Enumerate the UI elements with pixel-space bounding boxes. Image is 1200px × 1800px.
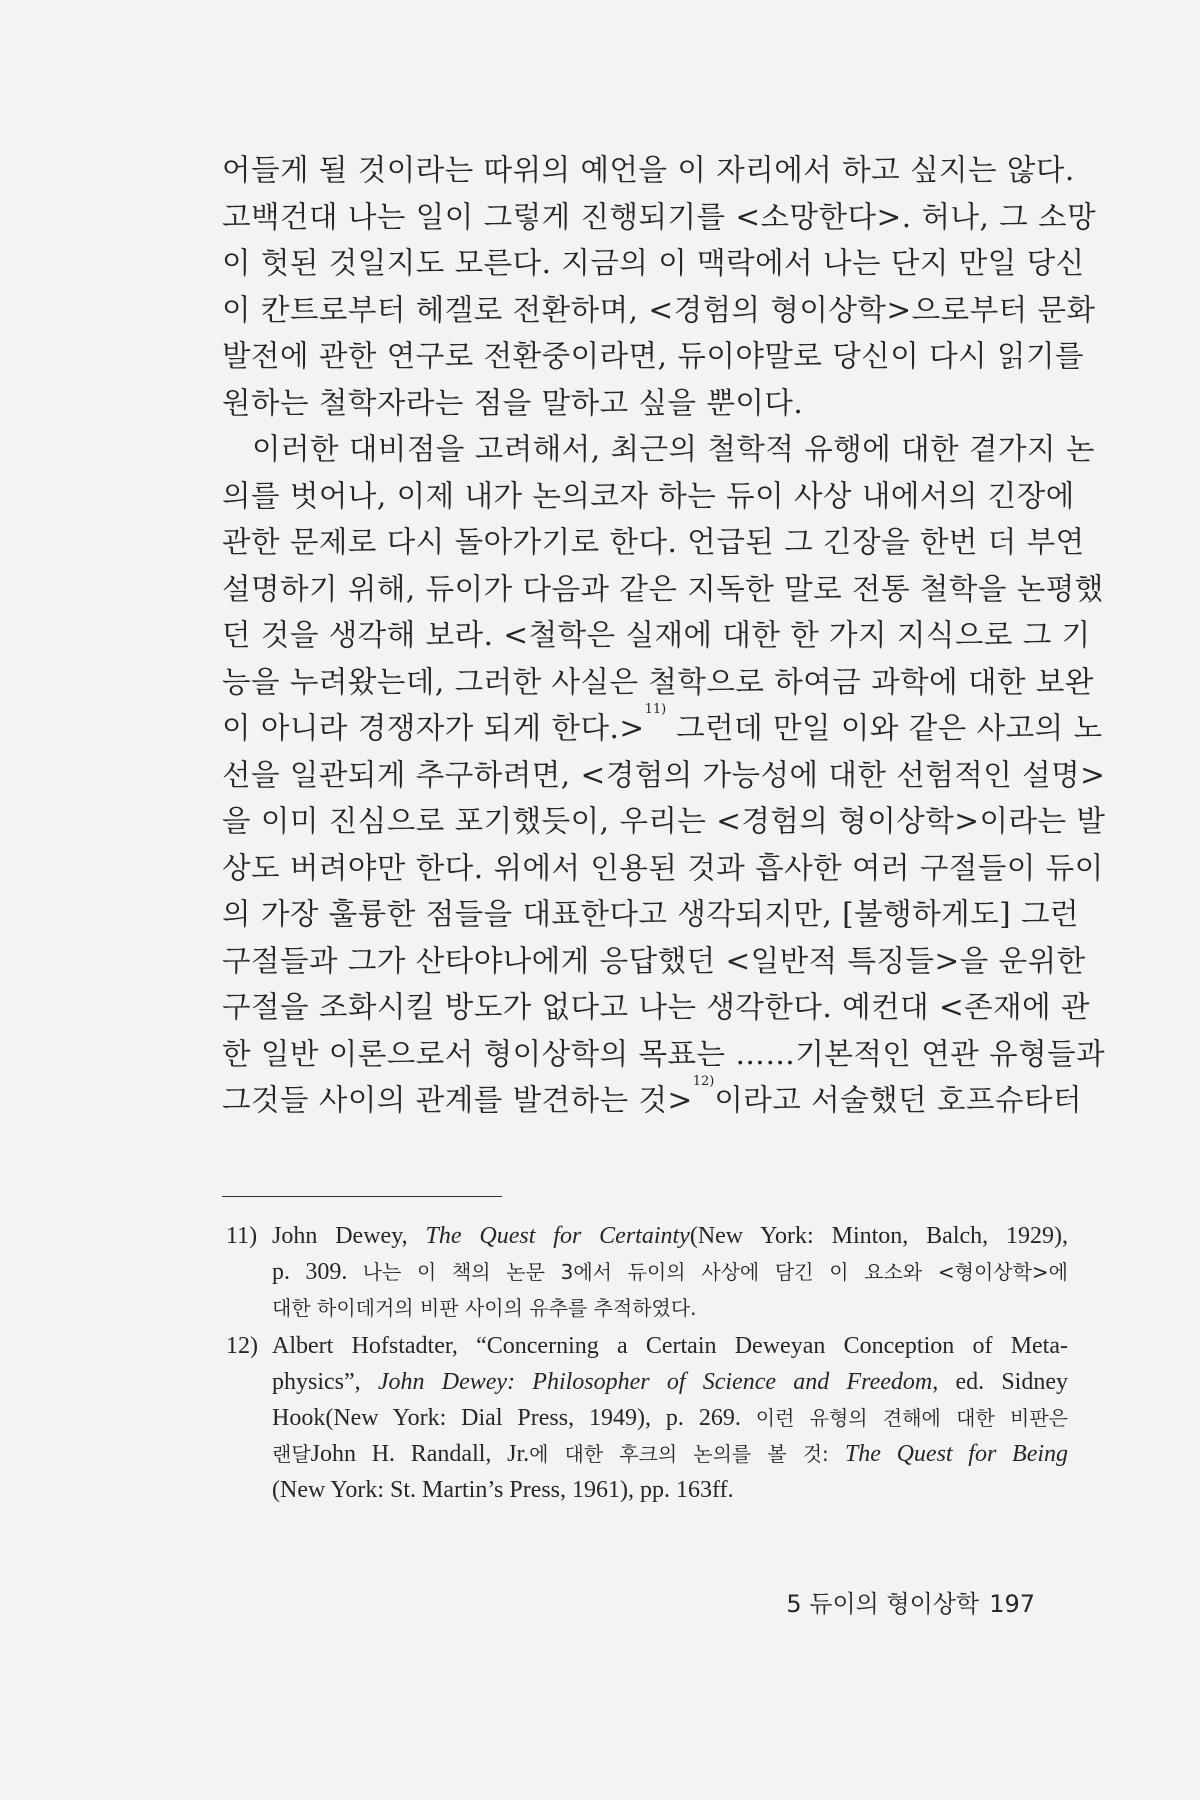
- body-line-part: 그런데 만일 이와 같은 사고의 노: [676, 711, 1103, 745]
- footnote-text: [272, 1328, 1068, 1508]
- footnote-ref-11[interactable]: 11): [644, 702, 667, 717]
- footnote-book-title: The Quest for Being: [844, 1441, 1069, 1467]
- footnote-number: 12): [226, 1333, 258, 1359]
- footnote-author: John Dewey,: [272, 1223, 426, 1249]
- body-line: 의를 벗어나, 이제 내가 논의코자 하는 듀이 사상 내에서의 긴장에: [222, 478, 1075, 513]
- footnote-line: [272, 1218, 1068, 1254]
- footnote-comment: 에 대한 후크의 논의를 볼 것:: [529, 1442, 845, 1466]
- footnote-editor: , ed. Sidney: [932, 1369, 1068, 1395]
- footnote-line: [272, 1364, 1068, 1400]
- footnote-book-title: John Dewey: Philosopher of Science and Freedom: [377, 1369, 933, 1395]
- page-number: 197: [989, 1590, 1035, 1618]
- body-line: 고백건대 나는 일이 그렇게 진행되기를 <소망한다>. 허나, 그 소망: [222, 199, 1097, 234]
- footnote-divider: [222, 1196, 502, 1197]
- page-footer: [786, 1584, 1035, 1619]
- footnote-line: [272, 1400, 1068, 1436]
- body-line: 상도 버려야만 한다. 위에서 인용된 것과 흡사한 여러 구절들이 듀이: [222, 850, 1104, 885]
- footnotes: [226, 1218, 1068, 1510]
- body-line: [222, 702, 1103, 752]
- running-chapter-title: 5 듀이의 형이상학: [786, 1590, 980, 1618]
- body-line: 구절들과 그가 산타야나에게 응답했던 <일반적 특징들>을 운위한: [222, 943, 1086, 978]
- body-line: [222, 1074, 1083, 1124]
- body-line: 이 헛된 것일지도 모른다. 지금의 이 맥락에서 나는 단지 만일 당신: [222, 246, 1085, 280]
- body-line: 능을 누려왔는데, 그러한 사실은 철학으로 하여금 과학에 대한 보완: [222, 664, 1094, 699]
- footnote-comment: 이런 유형의 견해에 대한 비판은: [755, 1406, 1069, 1430]
- body-text: [222, 147, 1106, 1124]
- footnote-comment: 랜달: [272, 1442, 311, 1466]
- footnote-line: [272, 1436, 1068, 1472]
- body-line: 발전에 관한 연구로 전환중이라면, 듀이야말로 당신이 다시 읽기를: [222, 339, 1084, 373]
- footnote-line: Albert Hofstadter, “Concerning a Certain Deweyan Conception of Meta-: [272, 1333, 1068, 1359]
- body-line-part: 그것들 사이의 관계를 발견하는 것>: [222, 1083, 693, 1117]
- body-line: 을 이미 진심으로 포기했듯이, 우리는 <경험의 형이상학>이라는 발: [222, 804, 1106, 838]
- body-line: 이 칸트로부터 헤겔로 전환하며, <경험의 형이상학>으로부터 문화: [222, 292, 1096, 327]
- footnote-article: physics”,: [272, 1369, 378, 1395]
- body-line: 던 것을 생각해 보라. <철학은 실재에 대한 한 가지 지식으로 그 기: [222, 618, 1091, 652]
- body-line: 설명하기 위해, 듀이가 다음과 같은 지독한 말로 전통 철학을 논평했: [222, 571, 1104, 606]
- body-line: 의 가장 훌륭한 점들을 대표한다고 생각되지만, [불행하게도] 그런: [222, 897, 1079, 931]
- footnote-line: [272, 1254, 1068, 1290]
- body-line: 선을 일관되게 추구하려면, <경험의 가능성에 대한 선험적인 설명>: [222, 757, 1106, 792]
- footnote-comment: 대한 하이데거의 비판 사이의 유추를 추적하였다.: [272, 1296, 697, 1320]
- footnote-line: (New York: St. Martin’s Press, 1961), pp. 163ff.: [272, 1477, 734, 1503]
- body-line-part: 이라고 서술했던 호프슈타터: [714, 1083, 1083, 1117]
- footnote-publication: Hook(New York: Dial Press, 1949), p. 269.: [272, 1405, 756, 1431]
- body-line-part: 이 아니라 경쟁자가 되게 한다.>: [222, 711, 645, 745]
- footnote-book-title: The Quest for Certainty: [425, 1223, 690, 1249]
- body-line: 이러한 대비점을 고려해서, 최근의 철학적 유행에 대한 곁가지 논: [252, 432, 1095, 466]
- footnote-12: [226, 1328, 1068, 1508]
- body-line: 관한 문제로 다시 돌아가기로 한다. 언급된 그 긴장을 한번 더 부연: [222, 525, 1085, 559]
- footnote-11: [226, 1218, 1068, 1326]
- footnote-page: p. 309.: [272, 1259, 363, 1285]
- footnote-ref-12[interactable]: 12): [692, 1074, 715, 1089]
- body-line: 한 일반 이론으로서 형이상학의 목표는 ……기본적인 연관 유형들과: [222, 1036, 1106, 1071]
- footnote-comment: 나는 이 책의 논문 3에서 듀이의 사상에 담긴 이 요소와 <형이상학>에: [362, 1260, 1069, 1284]
- footnote-line: [272, 1290, 1068, 1326]
- body-line: 원하는 철학자라는 점을 말하고 싶을 뿐이다.: [222, 385, 804, 420]
- footnote-number: 11): [226, 1223, 258, 1249]
- body-line: 어들게 될 것이라는 따위의 예언을 이 자리에서 하고 싶지는 않다.: [222, 153, 1075, 187]
- footnote-publication: (New York: Minton, Balch, 1929),: [689, 1223, 1069, 1249]
- footnote-text: [272, 1218, 1068, 1326]
- footnote-person: John H. Randall, Jr.: [310, 1441, 530, 1467]
- body-line: 구절을 조화시킬 방도가 없다고 나는 생각한다. 예컨대 <존재에 관: [222, 990, 1091, 1024]
